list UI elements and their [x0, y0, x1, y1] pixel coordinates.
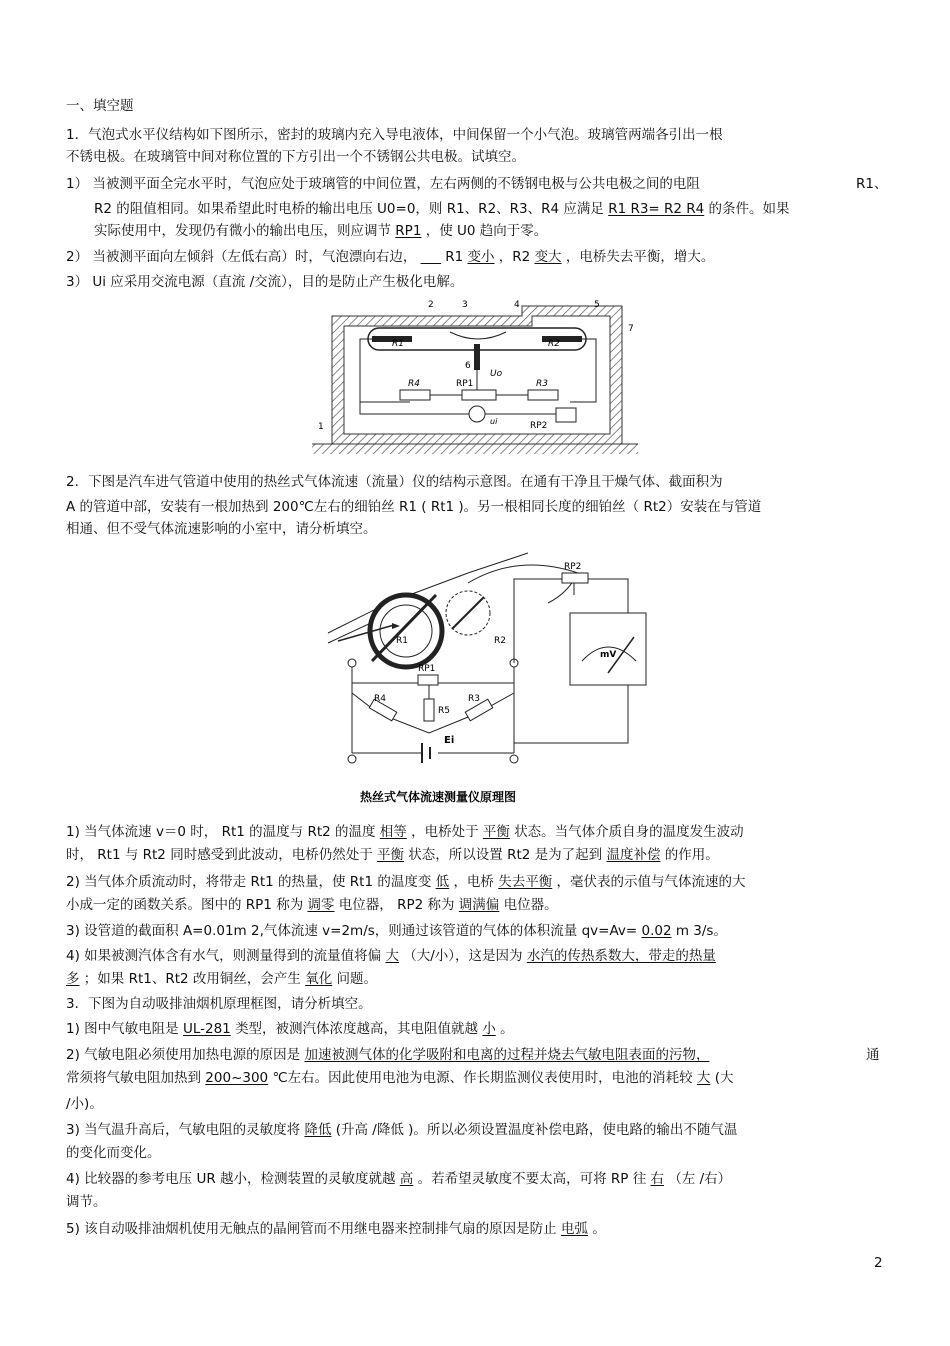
figure-bubble-level [310, 296, 640, 462]
q2-p3-answer: 0.02 [641, 923, 672, 939]
q1-s2-answer-2: 变大 [534, 249, 562, 265]
q2-p4-answer-3: 多 [66, 971, 80, 987]
q1-s2-answer-1: 变小 [467, 249, 495, 265]
q2-p2-line-b [66, 896, 558, 914]
q3-p4-end: （左 /右） [668, 1171, 732, 1187]
q2-p3-text: 3) 设管道的截面积 A=0.01m 2,气体流速 v=2m/s，则通过该管道的气体的体积流量 qv=Av= [66, 923, 638, 939]
svg-text:R5: R5 [438, 706, 450, 716]
section-title: 一、填空题 [66, 98, 134, 114]
q3-p1-mid: 类型，被测汽体浓度越高，其电阻值就越 [235, 1021, 479, 1037]
q2-p2-answer-2: 失去平衡 [498, 874, 553, 890]
q2-p2-end: ，毫伏表的示值与气体流速的大 [556, 874, 746, 890]
q2-intro-1: 2．下图是汽车进气管道中使用的热丝式气体流速（流量）仪的结构示意图。在通有干净且干燥气体、截面积为 [66, 474, 723, 490]
q3-p1-answer-2: 小 [482, 1021, 496, 1037]
svg-text:R1: R1 [396, 636, 408, 646]
svg-text:Uo: Uo [490, 369, 503, 379]
q1-s2-end: ，电桥失去平衡，增大。 [565, 249, 715, 265]
svg-text:4: 4 [514, 300, 520, 310]
svg-text:R2: R2 [548, 339, 560, 349]
q1-s1-line-a [66, 175, 700, 193]
svg-text:3: 3 [462, 300, 468, 310]
q2-p4-mid: （大/小），这是因为 [403, 948, 523, 964]
q2-p4-answer-4: 氧化 [305, 971, 333, 987]
svg-text:R4: R4 [374, 694, 386, 704]
q2-p2-answer-4: 调满偏 [458, 897, 500, 913]
q2-p4-text-a: 4) 如果被测汽体含有水气，则测量得到的流量值将偏 [66, 948, 382, 964]
q2-p1-text-a: 1) 当气体流速 v＝0 时， Rt1 的温度与 Rt2 的温度 [66, 824, 376, 840]
figure-bubble-level-drawing [310, 296, 640, 462]
q2-p4-answer-2: 水汽的传热系数大，带走的热量 [526, 948, 716, 964]
svg-text:R3: R3 [536, 379, 548, 389]
q2-p4-line-a [66, 947, 716, 965]
svg-text:mV: mV [600, 650, 617, 660]
page-number: 2 [874, 1255, 883, 1271]
svg-text:RP1: RP1 [418, 664, 436, 674]
q2-p4-end: 问题。 [336, 971, 377, 987]
q3-p3-answer: 降低 [304, 1122, 332, 1138]
q1-intro-1: 1．气泡式水平仪结构如下图所示，密封的玻璃内充入导电液体，中间保留一个小气泡。玻璃管两端各引出一根 [66, 127, 723, 143]
svg-text:R3: R3 [468, 694, 480, 704]
q2-p2-end-b: 电位器。 [503, 897, 558, 913]
q1-s1-text-c-end: ，使 U0 趋向于零。 [425, 223, 548, 239]
q3-p3-line-b: 的变化而变化。 [66, 1145, 161, 1161]
q2-p3-line [66, 922, 727, 940]
q3-p2-text-a: 2) 气敏电阻必须使用加热电源的原因是 [66, 1047, 301, 1063]
q3-p4-mid: 。若希望灵敏度不要太高，可将 RP 往 [417, 1171, 647, 1187]
q1-s1-line-a-end: R1、 [856, 176, 888, 192]
q2-p1-line-a [66, 823, 744, 841]
svg-text:2: 2 [428, 300, 434, 310]
svg-text:Ei: Ei [444, 735, 455, 746]
q3-p2-answer-1: 加速被测气体的化学吸附和电离的过程并烧去气敏电阻表面的污物， [304, 1047, 710, 1063]
q2-p1-answer-2: 平衡 [482, 824, 510, 840]
q1-s1-line-b [94, 200, 790, 218]
figure-hot-wire-drawing [318, 543, 672, 813]
q2-p1-answer-4: 温度补偿 [606, 847, 661, 863]
q1-s1-text-b-end: 的条件。如果 [708, 201, 790, 217]
figure-2-caption: 热丝式气体流速测量仪原理图 [360, 790, 517, 804]
svg-text:1: 1 [318, 422, 324, 432]
q3-p2-end-b: (大 [714, 1070, 734, 1086]
q2-p1-line-b [66, 846, 719, 864]
q1-s2-text: 2） 当被测平面向左倾斜（左低右高）时，气泡漂向右边， [66, 249, 417, 265]
q3-p5-answer: 电弧 [560, 1221, 588, 1237]
q3-p1-answer-1: UL-281 [182, 1021, 231, 1037]
q2-p2-answer-1: 低 [435, 874, 450, 890]
q1-s1-text-c: 实际使用中，发现仍有微小的输出电压，则应调节 [94, 223, 391, 239]
q3-p2-line-b [66, 1069, 734, 1087]
q2-p4-line-b [66, 970, 377, 988]
q3-p4-answer-1: 高 [399, 1171, 414, 1187]
q3-p4-answer-2: 右 [650, 1171, 664, 1187]
q2-intro-2: A 的管道中部，安装有一根加热到 200℃左右的细铂丝 R1 ( Rt1 )。另一根相同长度的细铂丝（ Rt2）安装在与管道 [66, 499, 762, 515]
q3-p3-line-a [66, 1121, 737, 1139]
svg-text:RP1: RP1 [456, 379, 474, 389]
svg-text:5: 5 [594, 300, 600, 310]
q1-s2-line [66, 248, 714, 266]
q3-p2-mid-b: ℃左右。因此使用电池为电源、作长期监测仪表使用时，电池的消耗较 [272, 1070, 693, 1086]
q3-p2-answer-2: 200~300 [205, 1070, 269, 1086]
q3-p4-line-b: 调节。 [66, 1194, 107, 1210]
q1-s1-answer-b: R1 R3= R2 R4 [608, 201, 705, 217]
svg-text:R2: R2 [494, 636, 506, 646]
svg-text:RP2: RP2 [530, 421, 548, 431]
q3-p2-answer-3: 大 [696, 1070, 711, 1086]
q2-p1-text-b: 时， Rt1 与 Rt2 同时感受到此波动，电桥仍然处于 [66, 847, 373, 863]
svg-text:ui: ui [490, 417, 498, 426]
q1-s2-mid1: R1 [445, 249, 468, 265]
q3-p1-text: 1) 图中气敏电阻是 [66, 1021, 179, 1037]
q3-p1-line [66, 1020, 514, 1038]
q2-p2-text-b: 小成一定的函数关系。图中的 RP1 称为 [66, 897, 304, 913]
q3-p4-line-a [66, 1170, 731, 1188]
q3-p2-line-a-end: 通 [866, 1047, 880, 1063]
figure-hot-wire-flowmeter [318, 543, 672, 813]
q3-p2-line-c: /小)。 [66, 1096, 103, 1112]
svg-text:6: 6 [465, 361, 471, 371]
q1-s1-line-c [94, 222, 547, 240]
q3-p1-end: 。 [500, 1021, 514, 1037]
svg-text:7: 7 [628, 324, 634, 334]
q2-p2-text-a: 2) 当气体介质流动时，将带走 Rt1 的热量，使 Rt1 的温度变 [66, 874, 432, 890]
q1-s2-mid2: ，R2 [498, 249, 535, 265]
q2-p1-mid-b: 状态，所以设置 Rt2 是为了起到 [408, 847, 603, 863]
q2-p2-mid: ，电桥 [453, 874, 494, 890]
q3-p5-line [66, 1220, 606, 1238]
q3-p2-line-a [66, 1046, 709, 1064]
q1-s3-line: 3） Ui 应采用交流电源（直流 /交流），目的是防止产生极化电解。 [66, 274, 464, 290]
q1-intro-2: 不锈电极。在玻璃管中间对称位置的下方引出一个不锈钢公共电极。试填空。 [66, 149, 525, 165]
q3-p3-text-a: 3) 当气温升高后，气敏电阻的灵敏度将 [66, 1122, 301, 1138]
q2-p4-answer-1: 大 [385, 948, 399, 964]
q2-p1-end-b: 的作用。 [664, 847, 719, 863]
q2-p3-end: m 3/s。 [675, 923, 727, 939]
q2-p1-answer-3: 平衡 [377, 847, 404, 863]
q1-s1-text-b: R2 的阻值相同。如果希望此时电桥的输出电压 U0=0，则 R1、R2、R3、R4 应满足 [94, 201, 604, 217]
q1-s1-text-a: 1） 当被测平面全完水平时，气泡应处于玻璃管的中间位置，左右两侧的不锈钢电极与公共电极之间的电阻 [66, 176, 700, 192]
q2-p2-answer-3: 调零 [307, 897, 335, 913]
q3-intro: 3．下图为自动吸排油烟机原理框图，请分析填空。 [66, 996, 372, 1012]
q1-s1-answer-c: RP1 [395, 223, 422, 239]
q3-p3-end: (升高 /降低 )。所以必须设置温度补偿电路，使电路的输出不随气温 [335, 1122, 738, 1138]
q3-p5-text: 5) 该自动吸排油烟机使用无触点的晶闸管而不用继电器来控制排气扇的原因是防止 [66, 1221, 557, 1237]
q2-p1-mid: ，电桥处于 [411, 824, 479, 840]
svg-text:RP2: RP2 [564, 562, 582, 572]
q3-p5-end: 。 [592, 1221, 606, 1237]
q1-s2-blank: ___ [420, 249, 441, 265]
q2-p1-end: 状态。当气体介质自身的温度发生波动 [514, 824, 744, 840]
q2-p2-line-a [66, 873, 746, 891]
q3-p2-text-b: 常须将气敏电阻加热到 [66, 1070, 201, 1086]
q2-p4-text-b: ；如果 Rt1、Rt2 改用铜丝，会产生 [83, 971, 301, 987]
svg-text:R1: R1 [392, 339, 404, 349]
q2-p1-answer-1: 相等 [379, 824, 407, 840]
q2-p2-mid-b: 电位器， RP2 称为 [338, 897, 455, 913]
svg-text:R4: R4 [408, 379, 420, 389]
q2-intro-3: 相通、但不受气体流速影响的小室中，请分析填空。 [66, 521, 377, 537]
q3-p4-text-a: 4) 比较器的参考电压 UR 越小，检测装置的灵敏度就越 [66, 1171, 396, 1187]
